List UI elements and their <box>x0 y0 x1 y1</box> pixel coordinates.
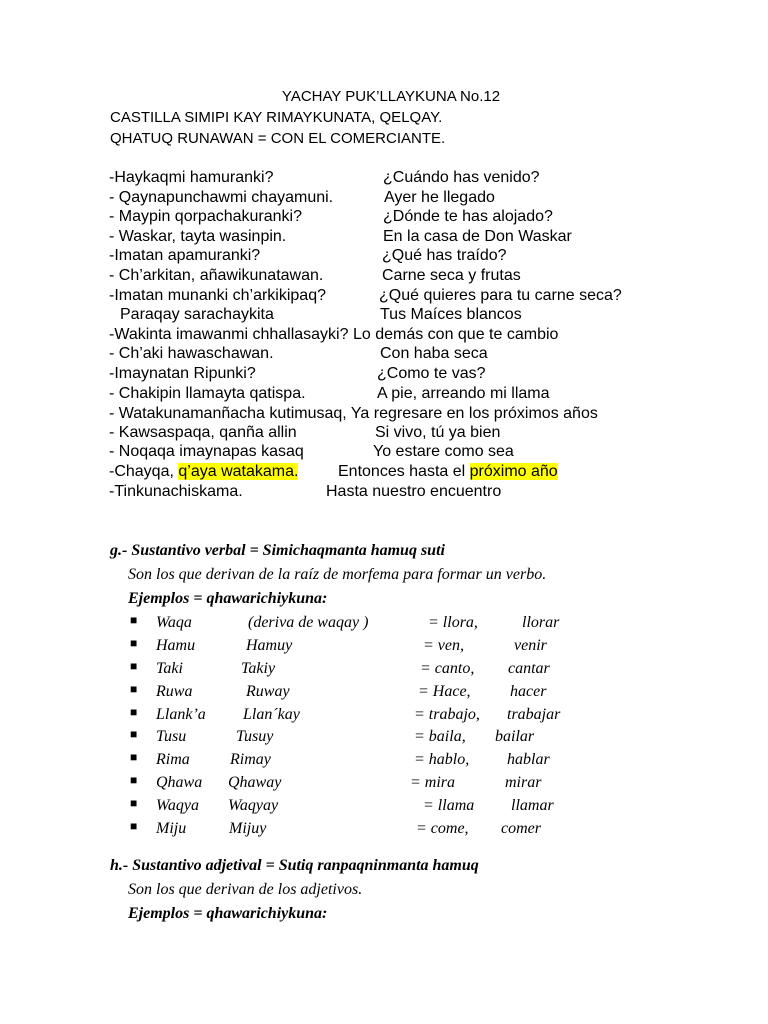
infinitive: comer <box>501 820 541 838</box>
dialogue-row <box>109 463 669 483</box>
list-item <box>110 797 670 820</box>
meaning: = come, <box>416 820 469 838</box>
root-word: Rima <box>156 751 190 769</box>
dialogue-row <box>109 404 669 424</box>
spanish-line: ¿Cuándo has venido? <box>383 169 540 186</box>
root-word: Waqya <box>156 797 199 815</box>
quechua-line <box>109 326 558 344</box>
spanish-line: A pie, arreando mi llama <box>377 384 550 402</box>
spanish-text: Entonces hasta el <box>338 462 470 480</box>
root-word: Tusu <box>156 728 187 746</box>
quechua-line: - Chakipin llamayta qatispa. <box>109 384 306 402</box>
spanish-line: En la casa de Don Waskar <box>383 227 572 245</box>
meaning: = ven, <box>423 636 464 654</box>
meaning: = canto, <box>420 659 475 677</box>
spanish-line: Tus Maíces blancos <box>380 306 522 324</box>
dialogue-row <box>109 287 669 307</box>
spanish-line: Yo estare como sea <box>373 443 514 461</box>
dialogue-row <box>109 326 669 346</box>
square-bullet-icon: ■ <box>130 727 138 742</box>
meaning: = mira <box>410 774 456 792</box>
infinitive: llamar <box>511 797 554 815</box>
quechua-line: - Watakunamanñacha kutimusaq, <box>109 405 347 423</box>
verb-form: Llan´kay <box>243 705 300 723</box>
quechua-line: - Waskar, tayta wasinpin. <box>109 227 287 245</box>
infinitive: trabajar <box>507 705 561 723</box>
meaning: = llama <box>423 797 475 815</box>
dialogue-row <box>109 483 669 503</box>
root-word: Llank’a <box>156 705 206 723</box>
quechua-line: -Imaynatan Ripunki? <box>109 364 256 382</box>
dialogue-row <box>109 345 669 365</box>
dialogue-row <box>109 424 669 444</box>
header-instruction: CASTILLA SIMIPI KAY RIMAYKUNATA, QELQAY. <box>110 109 443 126</box>
quechua-text: -Wakinta imawanmi chhallasayki? <box>109 325 349 343</box>
highlighted-phrase: q’aya watakama. <box>178 462 299 480</box>
spanish-line: ¿Como te vas? <box>377 364 486 382</box>
infinitive: cantar <box>508 659 550 677</box>
section-g <box>110 542 670 843</box>
square-bullet-icon: ■ <box>130 796 138 811</box>
meaning: = hablo, <box>414 751 470 769</box>
list-item <box>110 706 670 729</box>
dialogue-row <box>109 365 669 385</box>
square-bullet-icon: ■ <box>130 681 138 696</box>
list-item <box>110 614 670 637</box>
spanish-line <box>338 463 558 481</box>
infinitive: mirar <box>505 774 542 792</box>
root-word: Ruwa <box>156 682 193 700</box>
meaning: = baila, <box>414 728 466 746</box>
dialogue-row <box>109 267 669 287</box>
section-description: Son los que derivan de los adjetivos. <box>128 881 363 898</box>
list-item <box>110 683 670 706</box>
infinitive: venir <box>514 636 547 654</box>
examples-label: Ejemplos = qhawarichiykuna: <box>128 590 328 607</box>
meaning: = Hace, <box>418 682 471 700</box>
list-item <box>110 820 670 843</box>
verb-form: Waqyay <box>228 797 279 815</box>
section-description: Son los que derivan de la raíz de morfema para formar un verbo. <box>128 566 547 583</box>
infinitive: llorar <box>522 614 560 631</box>
dialogue-row <box>109 208 669 228</box>
quechua-line: - Noqaqa imaynapas kasaq <box>109 443 304 461</box>
spanish-line: Carne seca y frutas <box>382 266 521 284</box>
spanish-line: ¿Dónde te has alojado? <box>383 208 553 226</box>
spanish-line: Ya regresare en los próximos años <box>350 405 598 423</box>
quechua-line: -Tinkunachiskama. <box>109 482 243 500</box>
quechua-line: - Ch’aki hawaschawan. <box>109 345 274 363</box>
root-word: Taki <box>156 659 183 677</box>
square-bullet-icon: ■ <box>130 613 138 627</box>
document-title: YACHAY PUK’LLAYKUNA No.12 <box>281 88 501 105</box>
quechua-line: - Maypin qorpachakuranki? <box>109 208 302 226</box>
root-word: Miju <box>156 820 187 838</box>
list-item <box>110 774 670 797</box>
list-item <box>110 660 670 683</box>
square-bullet-icon: ■ <box>130 635 138 650</box>
list-item <box>110 751 670 774</box>
spanish-line: ¿Qué has traído? <box>382 247 507 265</box>
document-header <box>110 86 670 149</box>
spanish-line: Con haba seca <box>380 345 488 363</box>
verb-form: Rimay <box>230 751 271 769</box>
section-h <box>110 857 670 929</box>
verb-form: Ruway <box>246 682 290 700</box>
quechua-line: -Imatan munanki ch’arkikipaq? <box>109 286 326 304</box>
quechua-line: - Kawsaspaqa, qanña allin <box>109 423 297 441</box>
dialogue-row <box>109 306 669 326</box>
meaning: = trabajo, <box>414 705 480 723</box>
root-word: Qhawa <box>156 774 203 792</box>
quechua-text: -Chayqa, <box>109 462 179 480</box>
quechua-line: - Qaynapunchawmi chayamuni. <box>109 188 334 206</box>
dialogue-row <box>109 228 669 248</box>
quechua-line <box>109 463 298 481</box>
dialogue-row <box>109 385 669 405</box>
verb-form: Hamuy <box>246 636 293 654</box>
meaning: = llora, <box>428 614 478 631</box>
square-bullet-icon: ■ <box>130 773 138 788</box>
list-item <box>110 728 670 751</box>
dialogue-row <box>109 247 669 267</box>
dialogue-row <box>109 443 669 463</box>
examples-label: Ejemplos = qhawarichiykuna: <box>128 905 328 922</box>
section-title: h.- Sustantivo adjetival = Sutiq ranpaqninmanta hamuq <box>110 857 479 874</box>
verb-form: (deriva de waqay ) <box>248 614 369 631</box>
spanish-line: Lo demás con que te cambio <box>352 325 559 343</box>
verb-form: Mijuy <box>229 820 267 838</box>
quechua-line: -Haykaqmi hamuranki? <box>109 169 274 186</box>
spanish-line: Si vivo, tú ya bien <box>375 423 501 441</box>
root-word: Hamu <box>156 636 196 654</box>
highlighted-phrase: próximo año <box>469 462 558 480</box>
dialogue-row <box>109 169 669 189</box>
spanish-line: Ayer he llegado <box>384 188 495 206</box>
quechua-line: Paraqay sarachaykita <box>120 306 274 324</box>
infinitive: hablar <box>507 751 550 769</box>
quechua-line: - Ch’arkitan, añawikunatawan. <box>109 266 324 284</box>
infinitive: hacer <box>510 682 547 700</box>
list-item <box>110 637 670 660</box>
spanish-line: ¿Qué quieres para tu carne seca? <box>379 286 622 304</box>
square-bullet-icon: ■ <box>130 658 138 673</box>
header-topic: QHATUQ RUNAWAN = CON EL COMERCIANTE. <box>110 130 446 147</box>
dialogue-row <box>109 189 669 209</box>
quechua-line: -Imatan apamuranki? <box>109 247 261 265</box>
square-bullet-icon: ■ <box>130 750 138 765</box>
square-bullet-icon: ■ <box>130 704 138 719</box>
verb-form: Tusuy <box>236 728 274 746</box>
root-word: Waqa <box>156 614 192 631</box>
dialogue-list <box>109 169 669 502</box>
section-title: g.- Sustantivo verbal = Simichaqmanta hamuq suti <box>110 542 445 559</box>
square-bullet-icon: ■ <box>130 819 138 834</box>
spanish-line: Hasta nuestro encuentro <box>326 482 502 500</box>
verb-form: Qhaway <box>228 774 282 792</box>
examples-list <box>110 614 670 843</box>
verb-form: Takiy <box>241 659 276 677</box>
infinitive: bailar <box>495 728 535 746</box>
